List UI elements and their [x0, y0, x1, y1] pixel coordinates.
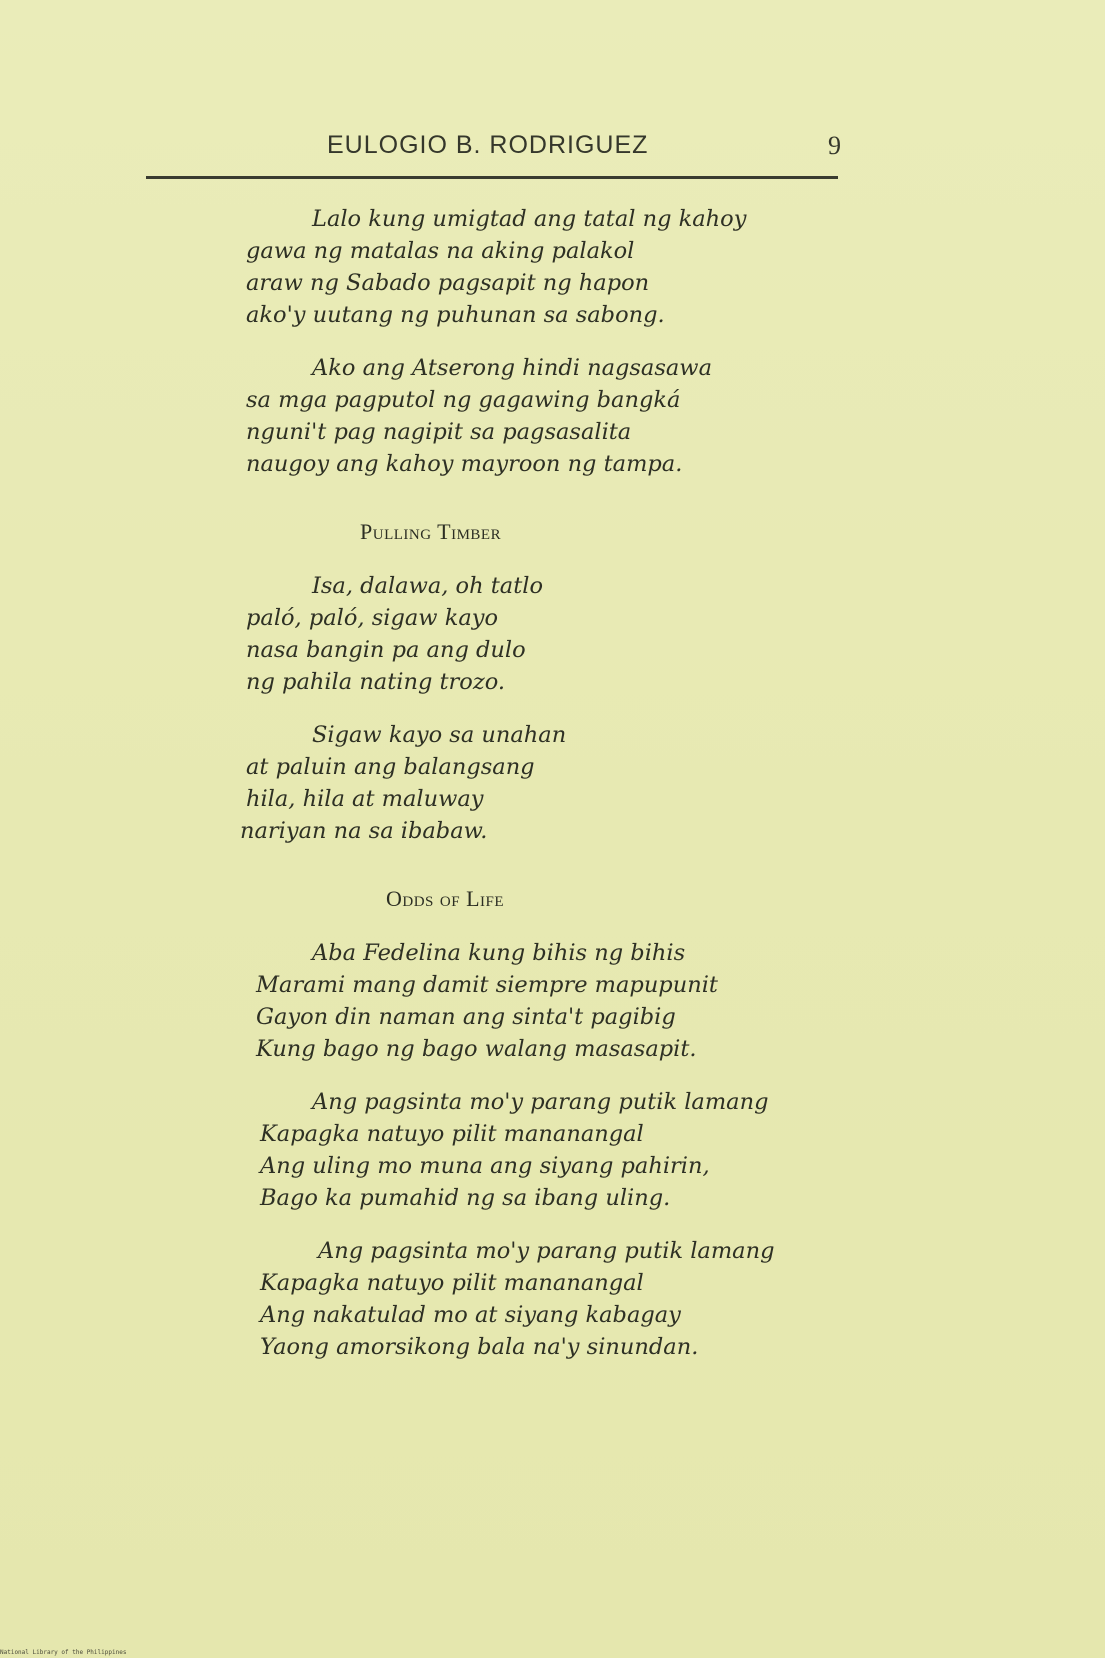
header-rule [146, 176, 838, 179]
verse-line: Bago ka pumahid ng sa ibang uling. [260, 1185, 671, 1211]
stanza [260, 1235, 775, 1363]
verse-line: Kung bago ng bago walang masasapit. [256, 1036, 697, 1062]
verse-line: ng pahila nating trozo. [246, 669, 506, 695]
verse-line: hila, hila at maluway [246, 786, 484, 812]
verse-line: Ang nakatulad mo at siyang kabagay [260, 1302, 681, 1328]
verse-line: paló, paló, sigaw kayo [246, 605, 499, 631]
verse-line: Sigaw kayo sa unahan [312, 722, 567, 748]
verse-line: Ang uling mo muna ang siyang pahirin, [260, 1153, 710, 1179]
stanza [246, 203, 746, 331]
library-credit: National Library of the Philippines [0, 1649, 127, 1656]
verse-line: Isa, dalawa, oh tatlo [312, 573, 543, 599]
verse-line: gawa ng matalas na aking palakol [246, 238, 635, 264]
verse-line: Ang pagsinta mo'y parang putik lamang [318, 1238, 775, 1264]
verse-line: araw ng Sabado pagsapit ng hapon [246, 270, 650, 296]
verse-line: Kapagka natuyo pilit mananangal [260, 1270, 644, 1296]
stanza [240, 719, 567, 847]
verse-line: nasa bangin pa ang dulo [246, 637, 526, 663]
verse-line: Kapagka natuyo pilit mananangal [260, 1121, 644, 1147]
verse-line: ako'y uutang ng puhunan sa sabong. [246, 302, 665, 328]
verse-line: Ako ang Atserong hindi nagsasawa [312, 355, 712, 381]
stanza [260, 1086, 769, 1214]
verse-line: nguni't pag nagipit sa pagsasalita [246, 419, 632, 445]
verse-line: Aba Fedelina kung bihis ng bihis [312, 940, 686, 966]
verse-line: naugoy ang kahoy mayroon ng tampa. [246, 451, 683, 477]
verse-line: Ang pagsinta mo'y parang putik lamang [312, 1089, 769, 1115]
running-header-author: EULOGIO B. RODRIGUEZ [327, 131, 649, 159]
verse-line: Lalo kung umigtad ang tatal ng kahoy [312, 206, 747, 232]
poem-title: Odds of Life [386, 886, 505, 911]
stanza [246, 352, 712, 480]
poem-title: Pulling Timber [360, 519, 502, 544]
stanza [246, 570, 543, 698]
page-number: 9 [828, 131, 841, 160]
verse-line: Gayon din naman ang sinta't pagibig [256, 1004, 676, 1030]
verse-line: at paluin ang balangsang [246, 754, 535, 780]
verse-line: nariyan na sa ibabaw. [240, 818, 488, 844]
verse-line: sa mga pagputol ng gagawing bangká [246, 387, 681, 413]
verse-line: Yaong amorsikong bala na'y sinundan. [260, 1334, 699, 1360]
verse-line: Marami mang damit siempre mapupunit [256, 972, 718, 998]
stanza [256, 937, 718, 1065]
